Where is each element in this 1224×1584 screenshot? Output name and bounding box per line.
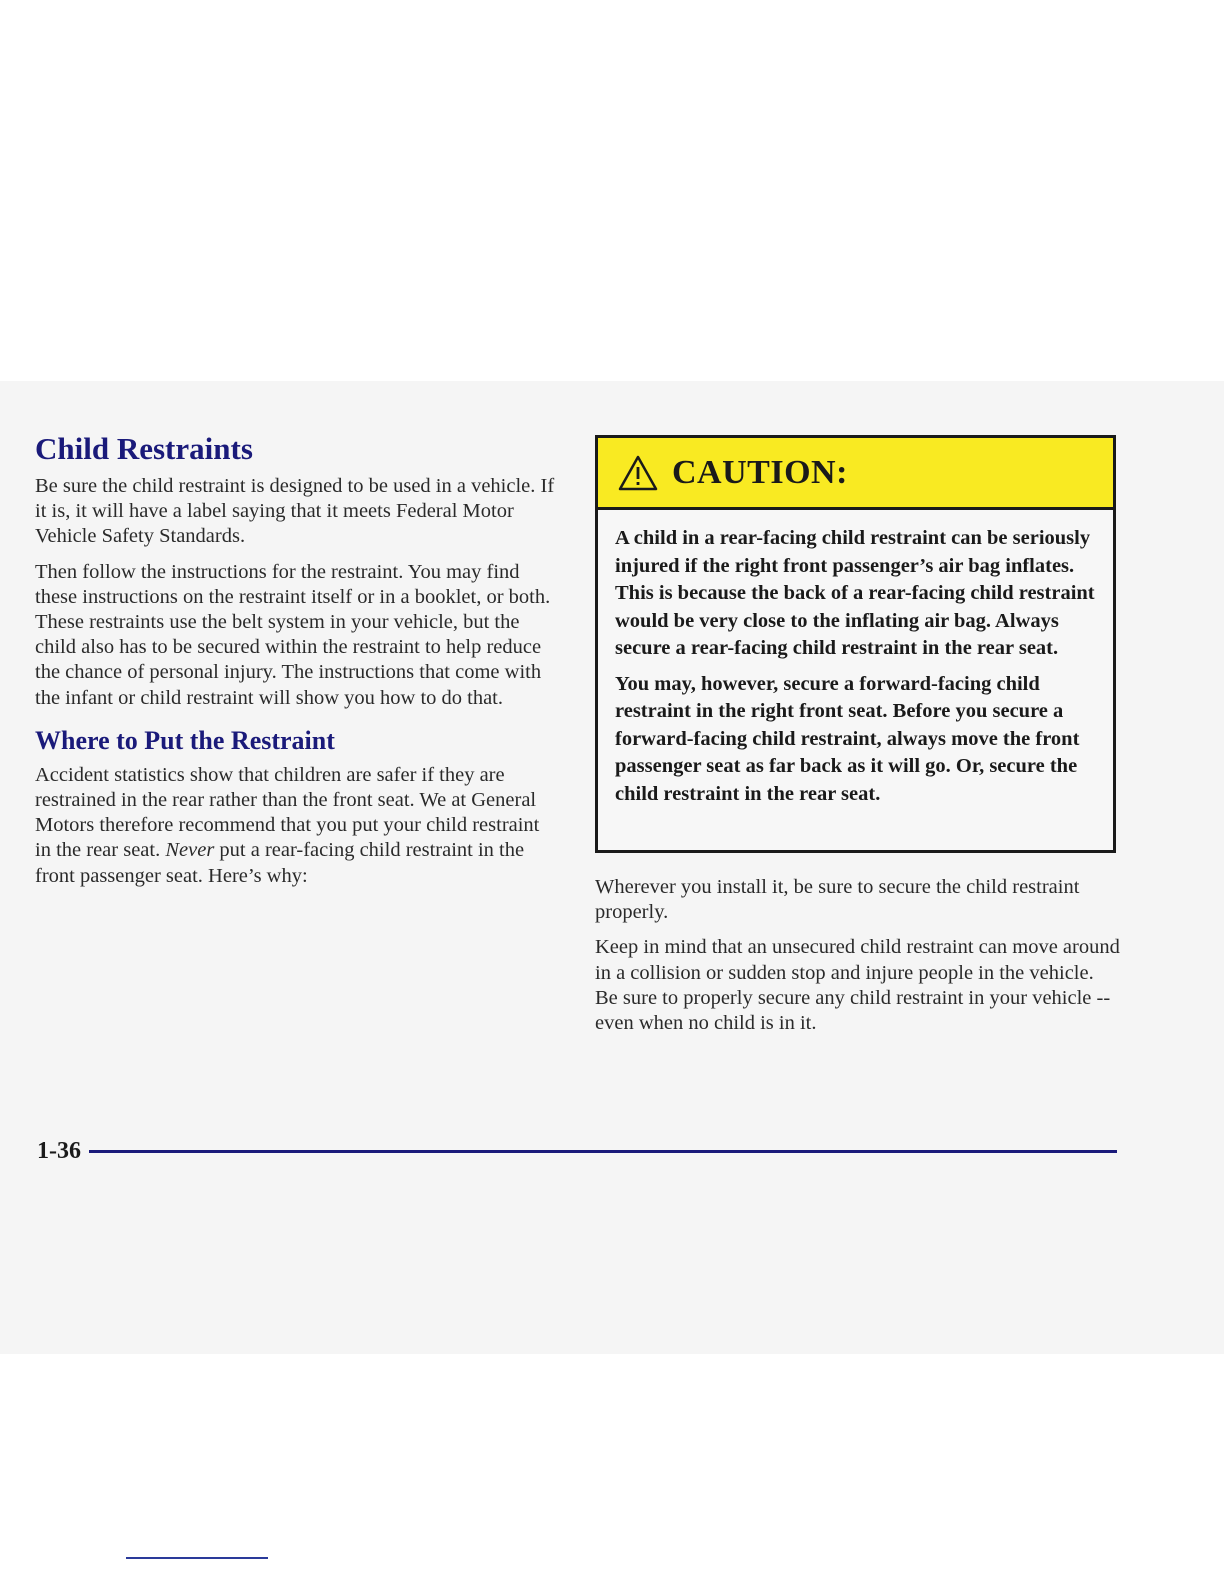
caution-paragraph-forward-facing: You may, however, secure a forward-facing child restraint in the right front seat. Before you secure a forward-facing child restraint, always move the front passenger seat as far back as it will go. Or, secure the child restraint in the rear seat. [615, 672, 1080, 805]
page-footer [37, 1134, 1117, 1168]
left-column [35, 430, 560, 899]
paragraph-accident-statistics [35, 763, 560, 889]
section-title-where-to-put: Where to Put the Restraint [35, 725, 335, 755]
emphasis-never: Never [165, 839, 215, 862]
caution-paragraph-rear-facing: A child in a rear-facing child restraint can be seriously injured if the right front passenger’s air bag inflates. This is because the back of a rear-facing child restraint would be very close to the inflating air bag. Always secure a rear-facing child restraint in the rear seat. [615, 527, 1095, 659]
caution-box [595, 435, 1116, 853]
right-column [595, 875, 1120, 1046]
caution-header [598, 438, 1113, 510]
text-before-emphasis: Accident statistics show that children are safer if they are restrained in the rear rather than the front seat. We at General Motors therefore recommend that you put your child restraint in the rear seat. [35, 763, 540, 862]
bottom-link-rule [126, 1557, 268, 1559]
footer-rule [89, 1150, 1117, 1153]
caution-label: CAUTION: [672, 453, 848, 491]
page-number: 1-36 [37, 1137, 81, 1164]
caution-body [598, 510, 1113, 808]
paragraph-label-requirement: Be sure the child restraint is designed to be used in a vehicle. If it is, it will have a label saying that it meets Federal Motor Vehicle Safety Standards. [35, 475, 555, 548]
section-title-child-restraints: Child Restraints [35, 431, 253, 466]
paragraph-secure-properly: Wherever you install it, be sure to secure the child restraint properly. [595, 876, 1080, 924]
warning-triangle-icon [618, 455, 658, 491]
paragraph-instructions: Then follow the instructions for the restraint. You may find these instructions on the restraint itself or in a booklet, or both. These restraints use the belt system in your vehicle, but the child also has to be secured within the restraint to help reduce the chance of personal injury. The instructions that come with the infant or child restraint will show you how to do that. [35, 560, 551, 709]
paragraph-unsecured-restraint: Keep in mind that an unsecured child restraint can move around in a collision or sudden stop and injure people in the vehicle. Be sure to properly secure any child restraint in your vehicle -- even when no child is in it. [595, 936, 1120, 1035]
text-after-emphasis: put a rear-facing child restraint in the front passenger seat. Here’s why: [35, 839, 525, 887]
